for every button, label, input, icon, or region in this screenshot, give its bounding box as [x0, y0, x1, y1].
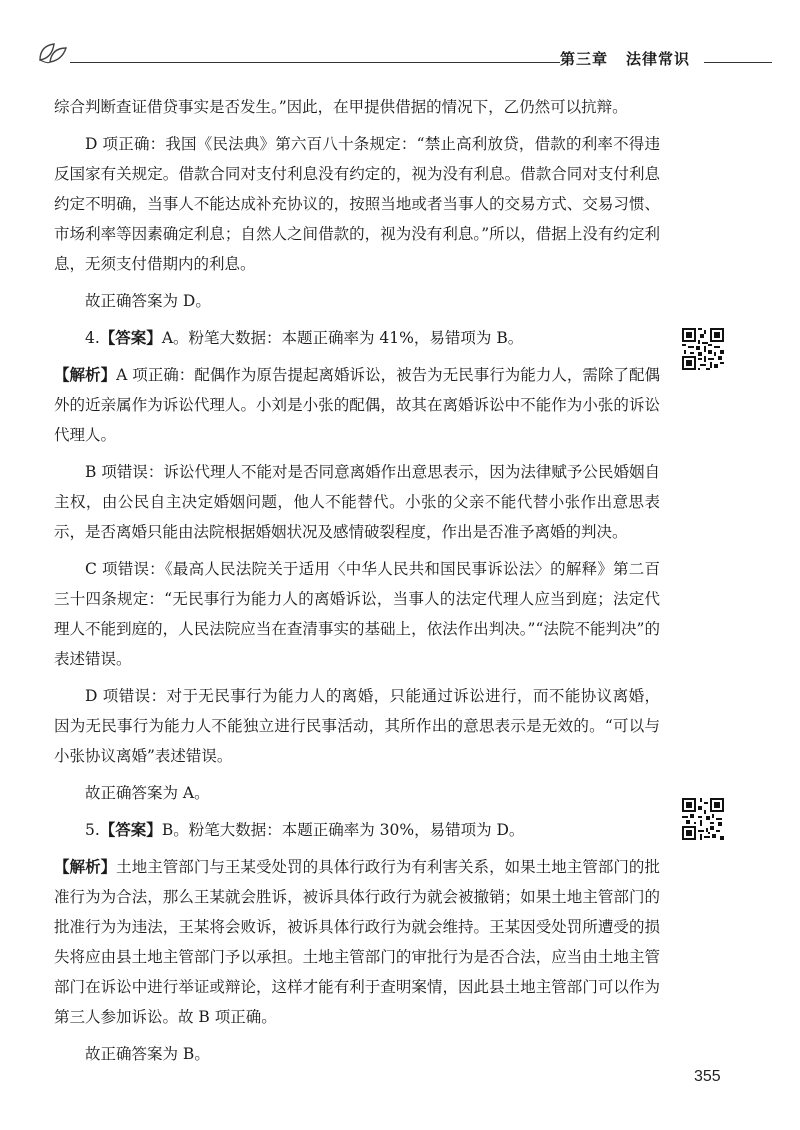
paragraph: D 项错误：对于无民事行为能力人的离婚，只能通过诉讼进行，而不能协议离婚，因为无民事行为能力人不能独立进行民事活动，其所作出的意思表示是无效的。“可以与小张协议离婚”表述错误。: [54, 687, 660, 765]
leaf-icon: [36, 38, 72, 68]
analysis-paragraph: [54, 852, 660, 1032]
answer-tag: 【答案】: [99, 821, 162, 839]
answer-text: A。粉笔大数据：本题正确率为 41%，易错项为 B。: [161, 329, 524, 347]
header-rule-left: [70, 62, 560, 63]
analysis-tag: 【解析】: [54, 366, 117, 384]
paragraph: B 项错误：诉讼代理人不能对是否同意离婚作出意思表示，因为法律赋予公民婚姻自主权，由公民自主决定婚姻问题，他人不能替代。小张的父亲不能代替小张作出意思表示，是否离婚只能由法院根据婚姻状况及感情破裂程度，作出是否准予离婚的判决。: [54, 463, 660, 541]
chapter-title: [560, 48, 690, 69]
question-number: 5.: [85, 821, 100, 839]
qr-code-icon[interactable]: [680, 796, 726, 842]
analysis-tag: 【解析】: [54, 858, 117, 876]
header-rule-right: [704, 62, 772, 63]
chapter-number: 第三章: [559, 50, 608, 68]
chapter-name: 法律常识: [625, 50, 690, 68]
qr-code-icon[interactable]: [680, 326, 726, 372]
analysis-paragraph: [54, 360, 660, 450]
paragraph: D 项正确：我国《民法典》第六百八十条规定：“禁止高利放贷，借款的利率不得违反国家有关规定。借款合同对支付利息没有约定的，视为没有利息。借款合同对支付利息约定不明确，当事人不能达成补充协议的，按照当地或者当事人的交易方式、交易习惯、市场利率等因素确定利息；自然人之间借款的，视为没有利息。”所以，借据上没有约定利息，无须支付借期内的利息。: [54, 135, 660, 273]
answer-paragraph: [54, 815, 660, 845]
question-number: 4.: [85, 329, 100, 347]
analysis-text: A 项正确：配偶作为原告提起离婚诉讼，被告为无民事行为能力人，需除了配偶外的近亲属作为诉讼代理人。小刘是小张的配偶，故其在离婚诉讼中不能作为小张的诉讼代理人。: [54, 366, 660, 444]
answer-paragraph: [54, 323, 660, 353]
paragraph: 综合判断查证借贷事实是否发生。”因此，在甲提供借据的情况下，乙仍然可以抗辩。: [54, 98, 628, 116]
paragraph: 故正确答案为 D。: [85, 292, 211, 310]
page-number: 355: [694, 1068, 721, 1085]
page-header: [30, 36, 772, 76]
paragraph: 故正确答案为 B。: [85, 1045, 210, 1063]
page-body: [54, 92, 660, 1076]
analysis-text: 土地主管部门与王某受处罚的具体行政行为有利害关系，如果土地主管部门的批准行为为合法，那么王某就会胜诉，被诉具体行政行为就会被撤销；如果土地主管部门的批准行为为违法，王某将会败诉，被诉具体行政行为就会维持。王某因受处罚所遭受的损失将应由县土地主管部门予以承担。土地主管部门的审批行为是否合法，应当由土地主管部门在诉讼中进行举证或辩论，这样才能有利于查明案情，因此县土地主管部门可以作为第三人参加诉讼。故 B 项正确。: [54, 858, 660, 1026]
paragraph: C 项错误：《最高人民法院关于适用〈中华人民共和国民事诉讼法〉的解释》第二百三十四条规定：“无民事行为能力人的离婚诉讼，当事人的法定代理人应当到庭；法定代理人不能到庭的，人民法院应当在查清事实的基础上，依法作出判决。”“法院不能判决”的表述错误。: [54, 560, 660, 668]
answer-tag: 【答案】: [99, 329, 162, 347]
answer-text: B。粉笔大数据：本题正确率为 30%，易错项为 D。: [161, 821, 525, 839]
paragraph: 故正确答案为 A。: [85, 784, 210, 802]
